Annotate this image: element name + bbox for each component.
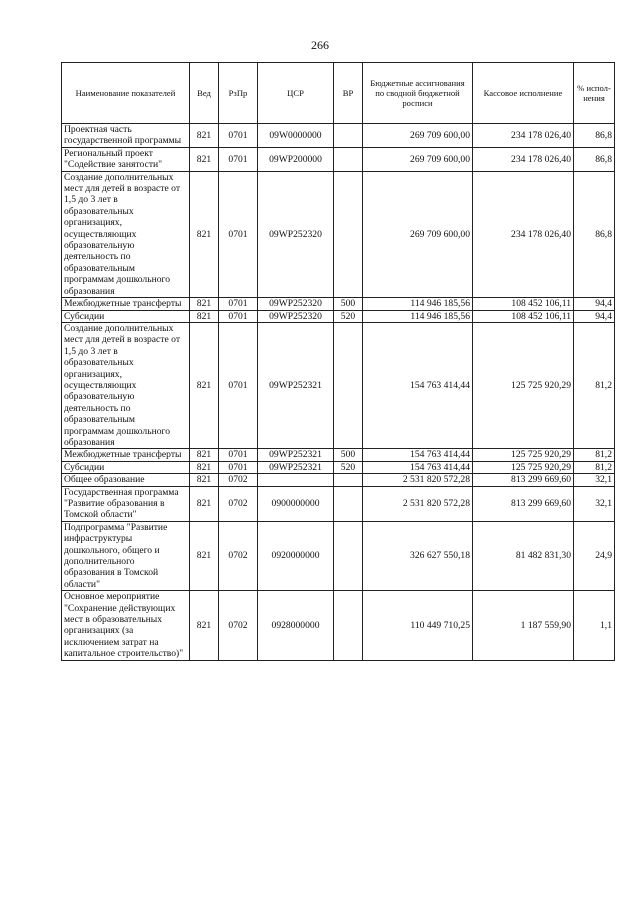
table-row bbox=[62, 521, 615, 590]
table-row bbox=[62, 147, 615, 171]
table-row bbox=[62, 449, 615, 461]
cell-percent: 24,9 bbox=[574, 521, 615, 590]
cell-name: Основное мероприятие "Сохранение действующих мест в образовательных организациях (за исключением затрат на капитальное строительство)" bbox=[62, 591, 190, 660]
cell-budget: 2 531 820 572,28 bbox=[363, 486, 473, 521]
cell-rzpr: 0701 bbox=[219, 310, 258, 322]
cell-budget: 114 946 185,56 bbox=[363, 310, 473, 322]
cell-vr bbox=[334, 486, 363, 521]
header-budget: Бюджетные ассигнования по сводной бюджетной росписи bbox=[363, 63, 473, 124]
cell-cash: 125 725 920,29 bbox=[473, 449, 574, 461]
cell-budget: 154 763 414,44 bbox=[363, 461, 473, 473]
table-row bbox=[62, 591, 615, 660]
cell-vr bbox=[334, 171, 363, 297]
cell-cash: 813 299 669,60 bbox=[473, 486, 574, 521]
cell-budget: 110 449 710,25 bbox=[363, 591, 473, 660]
header-vr: ВР bbox=[334, 63, 363, 124]
cell-csr bbox=[258, 474, 334, 486]
cell-ved: 821 bbox=[190, 310, 219, 322]
cell-budget: 326 627 550,18 bbox=[363, 521, 473, 590]
cell-name: Субсидии bbox=[62, 461, 190, 473]
cell-csr: 09WP252320 bbox=[258, 298, 334, 310]
cell-budget: 154 763 414,44 bbox=[363, 449, 473, 461]
cell-cash: 108 452 106,11 bbox=[473, 310, 574, 322]
cell-name: Создание дополнительных мест для детей в возрасте от 1,5 до 3 лет в образовательных организациях, осуществляющих образовательную деятельность по образовательным программам дошкольного образования bbox=[62, 322, 190, 448]
cell-percent: 81,2 bbox=[574, 449, 615, 461]
cell-ved: 821 bbox=[190, 591, 219, 660]
cell-ved: 821 bbox=[190, 322, 219, 448]
cell-budget: 114 946 185,56 bbox=[363, 298, 473, 310]
cell-budget: 269 709 600,00 bbox=[363, 147, 473, 171]
cell-csr: 09WP252320 bbox=[258, 171, 334, 297]
cell-rzpr: 0701 bbox=[219, 147, 258, 171]
cell-percent: 94,4 bbox=[574, 310, 615, 322]
cell-vr bbox=[334, 147, 363, 171]
cell-name: Субсидии bbox=[62, 310, 190, 322]
cell-vr bbox=[334, 474, 363, 486]
cell-name: Государственная программа "Развитие образования в Томской области" bbox=[62, 486, 190, 521]
cell-csr: 0900000000 bbox=[258, 486, 334, 521]
cell-name: Создание дополнительных мест для детей в возрасте от 1,5 до 3 лет в образовательных организациях, осуществляющих образовательную деятельность по образовательным программам дошкольного образования bbox=[62, 171, 190, 297]
cell-cash: 125 725 920,29 bbox=[473, 461, 574, 473]
cell-rzpr: 0702 bbox=[219, 486, 258, 521]
cell-budget: 2 531 820 572,28 bbox=[363, 474, 473, 486]
cell-percent: 81,2 bbox=[574, 322, 615, 448]
table-row bbox=[62, 298, 615, 310]
table-row bbox=[62, 310, 615, 322]
cell-csr: 09W0000000 bbox=[258, 124, 334, 148]
cell-name: Подпрограмма "Развитие инфраструктуры дошкольного, общего и дополнительного образования в Томской области" bbox=[62, 521, 190, 590]
cell-vr bbox=[334, 124, 363, 148]
header-percent: % испол-нения bbox=[574, 63, 615, 124]
header-cash: Кассовое исполнение bbox=[473, 63, 574, 124]
cell-name: Проектная часть государственной программы bbox=[62, 124, 190, 148]
cell-ved: 821 bbox=[190, 147, 219, 171]
cell-cash: 81 482 831,30 bbox=[473, 521, 574, 590]
cell-rzpr: 0701 bbox=[219, 124, 258, 148]
table-row bbox=[62, 486, 615, 521]
cell-vr: 520 bbox=[334, 461, 363, 473]
cell-rzpr: 0702 bbox=[219, 591, 258, 660]
cell-percent: 86,8 bbox=[574, 147, 615, 171]
cell-csr: 09WP200000 bbox=[258, 147, 334, 171]
cell-vr: 500 bbox=[334, 449, 363, 461]
cell-vr: 500 bbox=[334, 298, 363, 310]
cell-rzpr: 0701 bbox=[219, 449, 258, 461]
cell-cash: 234 178 026,40 bbox=[473, 171, 574, 297]
header-ved: Вед bbox=[190, 63, 219, 124]
cell-csr: 09WP252320 bbox=[258, 310, 334, 322]
header-rzpr: РзПр bbox=[219, 63, 258, 124]
cell-rzpr: 0702 bbox=[219, 474, 258, 486]
cell-ved: 821 bbox=[190, 298, 219, 310]
cell-csr: 09WP252321 bbox=[258, 322, 334, 448]
cell-rzpr: 0702 bbox=[219, 521, 258, 590]
cell-rzpr: 0701 bbox=[219, 461, 258, 473]
cell-vr bbox=[334, 591, 363, 660]
cell-cash: 234 178 026,40 bbox=[473, 147, 574, 171]
cell-ved: 821 bbox=[190, 124, 219, 148]
header-name: Наименование показателей bbox=[62, 63, 190, 124]
header-csr: ЦСР bbox=[258, 63, 334, 124]
cell-ved: 821 bbox=[190, 474, 219, 486]
cell-csr: 09WP252321 bbox=[258, 449, 334, 461]
cell-vr: 520 bbox=[334, 310, 363, 322]
cell-percent: 86,8 bbox=[574, 124, 615, 148]
cell-name: Межбюджетные трансферты bbox=[62, 449, 190, 461]
cell-name: Общее образование bbox=[62, 474, 190, 486]
table-row bbox=[62, 322, 615, 448]
cell-percent: 32,1 bbox=[574, 486, 615, 521]
cell-ved: 821 bbox=[190, 171, 219, 297]
header-row bbox=[62, 63, 615, 124]
cell-name: Региональный проект "Содействие занятости" bbox=[62, 147, 190, 171]
page-number: 266 bbox=[311, 38, 329, 52]
cell-ved: 821 bbox=[190, 521, 219, 590]
cell-budget: 269 709 600,00 bbox=[363, 124, 473, 148]
table-row bbox=[62, 124, 615, 148]
table-row bbox=[62, 171, 615, 297]
cell-percent: 94,4 bbox=[574, 298, 615, 310]
cell-ved: 821 bbox=[190, 461, 219, 473]
cell-csr: 0928000000 bbox=[258, 591, 334, 660]
cell-vr bbox=[334, 521, 363, 590]
cell-cash: 1 187 559,90 bbox=[473, 591, 574, 660]
cell-rzpr: 0701 bbox=[219, 322, 258, 448]
cell-cash: 125 725 920,29 bbox=[473, 322, 574, 448]
cell-rzpr: 0701 bbox=[219, 298, 258, 310]
table-row bbox=[62, 461, 615, 473]
cell-budget: 154 763 414,44 bbox=[363, 322, 473, 448]
cell-cash: 813 299 669,60 bbox=[473, 474, 574, 486]
table-row bbox=[62, 474, 615, 486]
cell-csr: 0920000000 bbox=[258, 521, 334, 590]
cell-ved: 821 bbox=[190, 486, 219, 521]
cell-budget: 269 709 600,00 bbox=[363, 171, 473, 297]
cell-percent: 32,1 bbox=[574, 474, 615, 486]
cell-percent: 1,1 bbox=[574, 591, 615, 660]
cell-rzpr: 0701 bbox=[219, 171, 258, 297]
cell-percent: 86,8 bbox=[574, 171, 615, 297]
cell-csr: 09WP252321 bbox=[258, 461, 334, 473]
cell-cash: 108 452 106,11 bbox=[473, 298, 574, 310]
budget-table bbox=[61, 62, 615, 661]
cell-name: Межбюджетные трансферты bbox=[62, 298, 190, 310]
cell-ved: 821 bbox=[190, 449, 219, 461]
cell-percent: 81,2 bbox=[574, 461, 615, 473]
cell-vr bbox=[334, 322, 363, 448]
cell-cash: 234 178 026,40 bbox=[473, 124, 574, 148]
